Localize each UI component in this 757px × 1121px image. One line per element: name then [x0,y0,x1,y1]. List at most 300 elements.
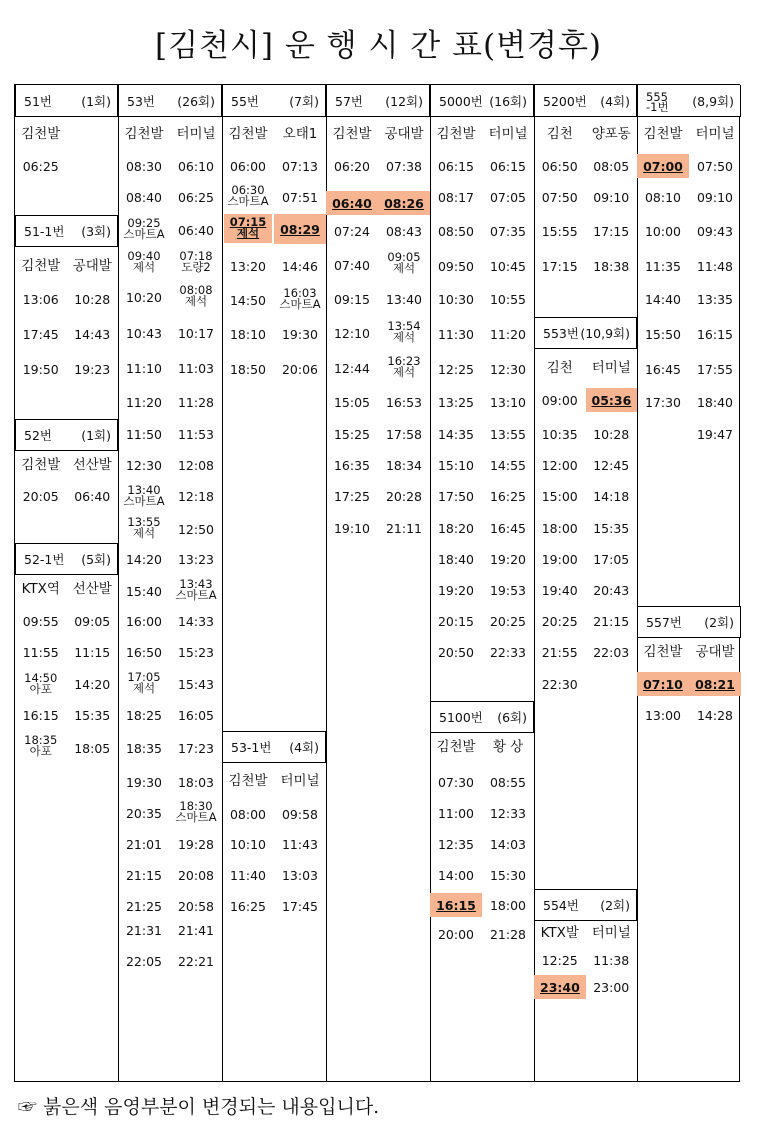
return-label: 터미널 [280,773,320,789]
time-cell: 18:50 [229,362,267,377]
table-row [430,328,534,341]
route-name: 52번 [24,428,52,443]
table-row [118,517,222,539]
time-cell [118,485,170,507]
time-cell: 21:25 [125,899,163,914]
route-name: 55번 [231,93,259,109]
table-row [534,260,637,273]
table-row [534,954,637,967]
time-cell: 20:28 [385,489,423,504]
time-cell: 16:45 [489,521,527,536]
table-row [430,459,534,472]
time-cell [586,388,638,412]
table-row [118,459,222,472]
origin-label: 김천발 [21,126,61,142]
table-row [534,584,637,597]
time-cell: 13:35 [696,292,734,307]
time-cell: 06:25 [22,159,59,174]
table-row [15,735,118,757]
table-row [118,553,222,566]
route-count: (26회) [177,93,215,109]
time-value: 07:15 [229,215,267,229]
return-label [67,128,119,141]
time-cell [378,191,430,215]
route-subheader [534,927,637,940]
time-cell: 09:50 [437,259,475,274]
time-value: 06:40 [326,191,378,215]
time-value: 09:25 [127,216,161,230]
time-cell: 21:41 [177,923,215,938]
time-value: 06:30 [231,183,265,197]
time-cell: 15:23 [177,645,215,660]
table-row [534,646,637,659]
column-5 [430,85,534,1081]
stop-note: 도량2 [181,260,211,274]
route-header-55 [222,85,326,117]
table-row [637,396,741,409]
time-cell [15,673,67,695]
time-cell: 20:15 [437,614,475,629]
route-name-line: 555 [646,89,668,104]
route-count: (7회) [289,93,319,109]
origin-label: 김천발 [228,126,268,142]
time-cell [118,251,170,273]
table-row [15,646,118,659]
table-row [118,615,222,628]
table-row [430,490,534,503]
route-header-57 [326,85,430,117]
table-row [326,459,430,472]
time-cell: 14:50 [229,293,267,308]
table-row [430,428,534,441]
time-cell: 20:08 [177,868,215,883]
table-row [118,396,222,409]
time-cell: 18:00 [541,521,578,536]
table-row [118,646,222,659]
time-cell: 19:20 [437,583,475,598]
route-name: 553번 [543,326,579,341]
time-cell: 16:45 [644,362,682,377]
time-cell: 17:30 [644,395,682,410]
time-cell: 14:33 [177,614,215,629]
time-cell: 22:21 [177,954,215,969]
time-cell: 14:03 [489,837,527,852]
time-cell: 11:03 [177,361,215,376]
time-value: 13:43 [179,577,213,591]
table-row [637,225,741,238]
time-value: 14:50 [24,671,58,685]
time-cell: 07:40 [333,258,371,273]
time-cell [378,321,430,343]
time-cell: 09:10 [593,190,630,205]
return-label: 선산발 [72,457,112,473]
route-subheader [15,459,118,472]
time-value: 07:18 [179,249,213,263]
stop-note: 스마트A [279,297,321,311]
route-count: (2회) [704,615,734,630]
route-subheader [430,741,534,754]
time-cell: 19:50 [22,362,59,377]
time-cell: 21:28 [489,927,527,942]
table-row-changed [222,214,326,244]
time-cell: 20:43 [593,583,630,598]
time-cell: 19:30 [125,775,163,790]
time-cell: 06:00 [229,159,267,174]
table-row [118,160,222,173]
table-row [637,191,741,204]
time-value: 08:08 [179,283,213,297]
time-cell: 11:30 [437,327,475,342]
stop-note: 제석 [132,681,156,695]
route-subheader [534,362,637,375]
origin-label: 김천발 [21,457,61,473]
time-cell: 15:00 [541,489,578,504]
time-cell: 13:03 [281,868,319,883]
time-cell: 08:30 [125,159,163,174]
time-cell: 14:28 [696,708,734,723]
table-row [430,807,534,820]
table-row [15,615,118,628]
table-row [637,260,741,273]
route-header-52 [15,419,118,451]
time-cell: 10:28 [74,292,111,307]
time-value: 08:29 [274,214,326,244]
time-cell: 15:43 [177,677,215,692]
time-cell: 08:43 [385,224,423,239]
route-count: (8,9회) [692,93,734,109]
time-cell: 13:06 [22,292,59,307]
time-value: 16:15 [430,893,482,917]
table-row [15,293,118,306]
table-row [118,801,222,823]
route-count: (6회) [497,710,527,725]
table-row [118,838,222,851]
time-cell: 07:51 [281,190,319,205]
time-cell: 15:35 [593,521,630,536]
time-value: 23:40 [534,975,586,999]
route-subheader [326,128,430,141]
return-label: 터미널 [176,126,216,142]
time-value: 16:03 [283,286,317,300]
time-cell: 10:43 [125,326,163,341]
time-cell: 15:05 [333,395,371,410]
time-cell: 13:10 [489,395,527,410]
time-cell: 16:53 [385,395,423,410]
route-header-53 [118,85,222,117]
table-row [15,328,118,341]
route-count: (1회) [81,428,111,443]
table-row [118,742,222,755]
time-cell: 19:00 [541,552,578,567]
time-cell: 11:55 [22,645,59,660]
table-row [534,160,637,173]
stop-note: 스마트A [175,588,217,602]
time-cell: 15:10 [437,458,475,473]
time-cell: 08:10 [644,190,682,205]
time-cell: 20:00 [437,927,475,942]
origin-label: 김천발 [643,126,683,142]
table-row [430,396,534,409]
column-4 [326,85,430,1081]
table-row [430,160,534,173]
return-label: 양포동 [591,126,631,142]
time-cell: 12:18 [177,489,215,504]
column-3 [222,85,326,1081]
stop-note: 제석 [184,294,208,308]
time-cell: 12:30 [125,458,163,473]
time-cell: 11:48 [696,259,734,274]
time-cell: 06:20 [333,159,371,174]
stop-note: 제석 [392,261,416,275]
time-cell: 22:03 [593,645,630,660]
stop-note: 스마트A [123,494,165,508]
return-label: 터미널 [591,360,631,376]
table-row [430,260,534,273]
time-cell: 17:15 [541,259,578,274]
route-header-5200 [534,85,637,117]
time-cell: 17:45 [22,327,59,342]
time-cell: 06:50 [541,159,578,174]
time-cell: 18:03 [177,775,215,790]
time-cell [274,288,326,310]
time-cell [378,356,430,378]
time-cell [637,154,689,178]
route-name-line: -1번 [646,99,669,114]
table-row [118,362,222,375]
table-row [222,260,326,273]
table-row-changed [326,191,430,215]
origin-label: 김천 [546,126,573,142]
time-cell: 14:20 [74,677,111,692]
time-cell: 06:15 [437,159,475,174]
time-cell: 10:00 [644,224,682,239]
route-subheader [118,128,222,141]
table-row [430,293,534,306]
time-cell [689,672,741,696]
time-cell: 17:23 [177,741,215,756]
table-row [430,553,534,566]
table-row [430,191,534,204]
route-header-5100 [430,701,534,733]
table-row [118,955,222,968]
time-cell: 13:55 [489,427,527,442]
time-cell: 21:11 [385,521,423,536]
time-cell: 18:40 [696,395,734,410]
route-header-553 [534,317,637,349]
route-header-555-1 [637,85,741,117]
column-2 [118,85,222,1081]
return-label: 황 상 [492,739,524,755]
time-cell: 18:25 [125,708,163,723]
time-cell [326,191,378,215]
time-cell: 20:25 [489,614,527,629]
column-7 [637,85,741,1081]
time-cell: 11:35 [644,259,682,274]
time-cell: 17:15 [593,224,630,239]
route-subheader [15,128,118,141]
time-cell: 12:35 [437,837,475,852]
route-header-554 [534,889,637,921]
time-value: 08:21 [689,672,741,696]
time-cell: 09:00 [541,393,578,408]
table-row [430,646,534,659]
table-row [222,288,326,310]
time-cell: 10:20 [125,290,163,305]
time-cell [430,893,482,917]
time-cell: 10:55 [489,292,527,307]
time-cell: 13:23 [177,552,215,567]
route-subheader [222,128,326,141]
table-row [15,490,118,503]
origin-label: 김천발 [21,258,61,274]
time-cell [222,185,274,207]
table-row [637,293,741,306]
stop-note: 제석 [132,260,156,274]
route-header-53-1 [222,731,326,763]
route-subheader [430,128,534,141]
time-cell: 16:35 [333,458,371,473]
route-count: (5회) [81,552,111,567]
table-row [430,363,534,376]
time-cell: 09:43 [696,224,734,239]
route-count: (3회) [81,224,111,239]
time-cell: 11:50 [125,427,163,442]
route-header-52-1 [15,543,118,575]
route-name: 554번 [543,898,579,913]
time-cell [637,672,689,696]
table-row [430,522,534,535]
route-name: 557번 [646,615,682,630]
time-cell: 15:55 [541,224,578,239]
time-cell: 08:50 [437,224,475,239]
stop-note: 스마트A [175,810,217,824]
origin-label: 김천발 [436,126,476,142]
time-value: 09:40 [127,249,161,263]
time-cell: 11:53 [177,427,215,442]
time-cell: 17:58 [385,427,423,442]
table-row [15,709,118,722]
route-subheader [15,583,118,596]
time-cell [586,678,638,691]
time-cell: 07:35 [489,224,527,239]
table-row [118,924,222,937]
stop-note: 아포 [29,682,52,696]
origin-label: 김천발 [643,644,683,660]
time-cell: 08:40 [125,190,163,205]
time-cell: 06:25 [177,190,215,205]
time-cell: 12:10 [333,326,371,341]
time-cell: 10:10 [229,837,267,852]
time-cell: 19:53 [489,583,527,598]
route-name: 51-1번 [24,224,65,239]
time-cell [637,428,689,441]
time-cell: 07:13 [281,159,319,174]
return-label: 터미널 [488,126,528,142]
origin-label: 김천발 [124,126,164,142]
time-cell: 18:10 [229,327,267,342]
table-row [118,327,222,340]
time-cell: 12:33 [489,806,527,821]
time-cell: 14:55 [489,458,527,473]
time-cell [118,517,170,539]
time-cell [222,214,274,244]
time-cell: 07:50 [696,159,734,174]
route-name: 53-1번 [231,740,272,755]
time-cell: 15:30 [489,868,527,883]
time-cell: 17:05 [593,552,630,567]
time-cell: 10:28 [593,427,630,442]
time-cell: 17:55 [696,362,734,377]
table-row [534,191,637,204]
time-cell [170,251,222,273]
time-cell: 21:55 [541,645,578,660]
stop-note: 아포 [29,744,52,758]
time-value: 13:54 [387,319,421,333]
time-cell: 21:31 [125,923,163,938]
time-cell: 07:30 [437,775,475,790]
time-value: 18:35 [24,733,58,747]
time-cell [118,672,170,694]
route-count: (4회) [289,740,319,755]
route-count: (16회) [489,93,527,109]
table-row [222,838,326,851]
table-row [637,709,741,722]
time-value: 17:05 [127,670,161,684]
time-cell: 15:25 [333,427,371,442]
stop-note: 제석 [132,526,156,540]
table-row [430,869,534,882]
stop-note: 스마트A [123,227,165,241]
time-cell: 18:40 [437,552,475,567]
time-cell: 09:15 [333,292,371,307]
origin-label: 김천발 [436,739,476,755]
time-cell: 10:35 [541,427,578,442]
time-cell: 16:25 [229,899,267,914]
route-name: 51번 [24,93,52,109]
table-row [534,678,637,691]
time-cell: 10:30 [437,292,475,307]
origin-label: KTX발 [540,925,579,941]
table-row [222,328,326,341]
table-row [118,579,222,601]
time-cell [170,801,222,823]
table-row-changed [637,672,741,696]
time-cell: 12:44 [333,361,371,376]
time-cell: 14:46 [281,259,319,274]
time-cell: 16:05 [177,708,215,723]
time-cell: 09:55 [22,614,59,629]
table-row [326,225,430,238]
table-row [326,356,430,378]
time-value: 09:05 [387,250,421,264]
time-cell: 11:28 [177,395,215,410]
table-row [637,328,741,341]
time-cell: 10:45 [489,259,527,274]
table-row [326,522,430,535]
time-cell: 19:40 [541,583,578,598]
stop-note: 제석 [392,330,416,344]
time-cell: 11:00 [437,806,475,821]
time-cell: 19:47 [696,427,734,442]
time-cell: 17:45 [281,899,319,914]
time-cell: 12:25 [541,953,578,968]
time-cell: 19:28 [177,837,215,852]
table-row [326,428,430,441]
time-cell: 11:15 [74,645,111,660]
time-cell: 14:43 [74,327,111,342]
stop-note: 스마트A [227,194,269,208]
time-cell: 07:24 [333,224,371,239]
